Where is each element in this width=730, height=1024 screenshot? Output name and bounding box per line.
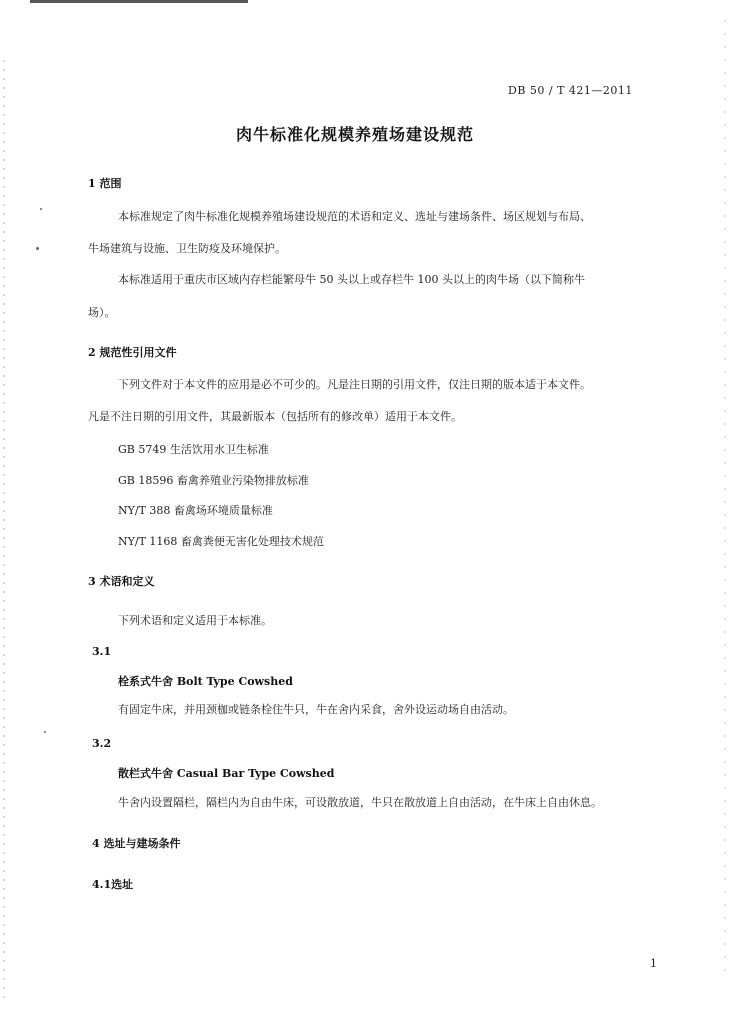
- section-4-1-heading: 4.1选址: [92, 878, 134, 891]
- term-definition: 有固定牛床，并用颈枷或链条栓住牛只，牛在舍内采食，舍外设运动场自由活动。: [118, 703, 514, 716]
- section-3-heading: 3 术语和定义: [88, 575, 155, 588]
- standard-code: DB 50 / T 421—2011: [508, 84, 633, 97]
- scan-speck: [36, 247, 39, 250]
- right-edge-scan-noise: [724, 20, 726, 980]
- term-definition: 牛舍内设置隔栏，隔栏内为自由牛床，可设散放道，牛只在散放道上自由活动，在牛床上自由休息。: [118, 796, 602, 809]
- section-3-intro: 下列术语和定义适用于本标准。: [118, 614, 272, 627]
- section-1-para2-line1: 本标准适用于重庆市区域内存栏能繁母牛 50 头以上或存栏牛 100 头以上的肉牛场（以下简称牛: [118, 273, 585, 286]
- scan-speck: [40, 208, 42, 210]
- left-edge-scan-noise: [3, 60, 5, 1000]
- section-4-heading: 4 选址与建场条件: [92, 837, 181, 850]
- section-2-heading: 2 规范性引用文件: [88, 346, 177, 359]
- term-number: 3.2: [92, 737, 112, 750]
- reference-item: NY/T 388 畜禽场环境质量标准: [118, 504, 273, 517]
- reference-item: NY/T 1168 畜禽粪便无害化处理技术规范: [118, 535, 324, 548]
- section-1-para1-line2: 牛场建筑与设施、卫生防疫及环境保护。: [88, 242, 286, 255]
- section-1-para1-line1: 本标准规定了肉牛标准化规模养殖场建设规范的术语和定义、选址与建场条件、场区规划与布局、: [118, 210, 591, 223]
- section-2-para-line2: 凡是不注日期的引用文件，其最新版本（包括所有的修改单）适用于本文件。: [88, 410, 462, 423]
- term-name: 散栏式牛舍 Casual Bar Type Cowshed: [118, 767, 335, 780]
- scan-speck: [44, 731, 46, 733]
- scan-artifact-bar: [30, 0, 248, 3]
- reference-item: GB 5749 生活饮用水卫生标准: [118, 443, 269, 456]
- section-2-para-line1: 下列文件对于本文件的应用是必不可少的。凡是注日期的引用文件，仅注日期的版本适于本文件。: [118, 378, 591, 391]
- document-title: 肉牛标准化规模养殖场建设规范: [236, 125, 475, 144]
- term-number: 3.1: [92, 645, 112, 658]
- section-1-para2-line2: 场）。: [88, 306, 116, 319]
- page-number: 1: [650, 957, 657, 970]
- section-1-heading: 1 范围: [88, 177, 122, 190]
- reference-item: GB 18596 畜禽养殖业污染物排放标准: [118, 474, 309, 487]
- term-name: 栓系式牛舍 Bolt Type Cowshed: [118, 675, 293, 688]
